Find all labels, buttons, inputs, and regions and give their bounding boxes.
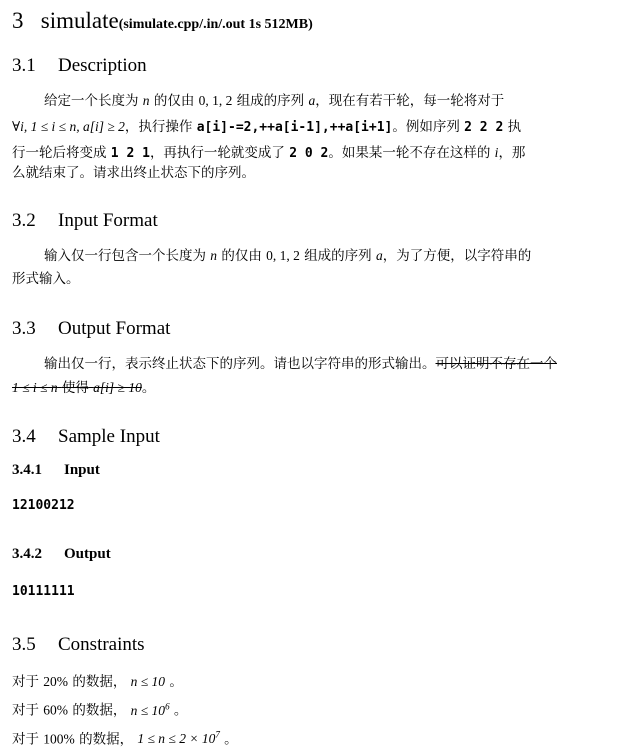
subsection-number: 3.4.1 xyxy=(12,462,64,479)
math-set: 0, 1, 2 xyxy=(266,248,300,263)
constraint-row xyxy=(12,694,238,723)
constraints-list xyxy=(12,670,238,751)
text: ，那 xyxy=(498,145,525,161)
text: ，再执行一轮就变成了 xyxy=(150,145,285,161)
input-format-line-1 xyxy=(44,243,531,269)
math-base: 1 ≤ n ≤ 2 × 10 xyxy=(137,731,215,746)
percent: 100% xyxy=(43,731,75,746)
math-a: a xyxy=(376,248,383,263)
text: 的数据， xyxy=(72,703,126,719)
code-sequence: 2 0 2 xyxy=(289,146,328,161)
math-bound xyxy=(131,703,170,718)
text: 。 xyxy=(174,703,188,719)
text: ，现在有若干轮，每一轮将对于 xyxy=(315,93,504,109)
text: 对于 xyxy=(12,703,39,719)
subsection-input-heading xyxy=(12,462,100,479)
chapter-meta: (simulate.cpp/.in/.out 1s 512MB) xyxy=(119,17,313,32)
text: 形式输入。 xyxy=(12,271,80,287)
struck-text: 可以证明不存在一个 xyxy=(436,356,558,372)
subsection-number: 3.4.2 xyxy=(12,546,64,563)
text: 组成的序列 xyxy=(304,248,372,264)
output-format-line-2 xyxy=(12,375,155,401)
output-format-line-1 xyxy=(44,351,557,377)
section-number: 3.3 xyxy=(12,318,58,340)
text: 组成的序列 xyxy=(237,93,305,109)
code-sequence: 1 2 1 xyxy=(111,146,150,161)
text: 的数据， xyxy=(79,731,133,747)
section-sample-heading xyxy=(12,426,160,448)
text: 对于 xyxy=(12,674,39,690)
constraint-row xyxy=(12,723,238,751)
description-line-1 xyxy=(44,88,504,114)
subsection-title: Input xyxy=(64,462,100,478)
section-output-format-heading xyxy=(12,318,170,340)
text: ，执行操作 xyxy=(125,119,193,135)
text: 。例如序列 xyxy=(392,119,460,135)
section-title: Sample Input xyxy=(58,426,160,447)
math-set: 0, 1, 2 xyxy=(199,93,233,108)
input-format-line-2 xyxy=(12,266,80,292)
math-a: a xyxy=(308,93,315,108)
section-number: 3.4 xyxy=(12,426,58,448)
constraint-row xyxy=(12,670,238,694)
text: 的仅由 xyxy=(221,248,262,264)
math-bound xyxy=(137,731,219,746)
struck-math: a[i] ≥ 10 xyxy=(93,380,142,395)
text: 。 xyxy=(142,380,156,396)
text: 给定一个长度为 xyxy=(44,93,139,109)
description-line-4 xyxy=(12,160,255,186)
text: 。 xyxy=(169,674,183,690)
text: ，为了方便，以字符串的 xyxy=(383,248,532,264)
chapter-number: 3 xyxy=(12,8,24,33)
section-input-format-heading xyxy=(12,210,158,232)
chapter-title: simulate xyxy=(41,8,119,33)
section-number: 3.5 xyxy=(12,634,58,656)
math-exponent: 6 xyxy=(165,701,170,711)
text: 执 xyxy=(508,119,522,135)
code-sequence: 2 2 2 xyxy=(464,120,503,135)
section-title: Input Format xyxy=(58,210,158,231)
text: 的仅由 xyxy=(154,93,195,109)
math-exponent: 7 xyxy=(215,730,220,740)
math-condition: ∀i, 1 ≤ i ≤ n, a[i] ≥ 2 xyxy=(12,119,125,134)
text: 的数据， xyxy=(72,674,126,690)
text: 么就结束了。请求出终止状态下的序列。 xyxy=(12,165,255,181)
code-operation: a[i]-=2,++a[i-1],++a[i+1] xyxy=(197,120,393,135)
text: 。 xyxy=(224,731,238,747)
math-i: i xyxy=(495,145,499,160)
description-line-2 xyxy=(12,114,521,141)
section-title: Constraints xyxy=(58,634,145,655)
section-constraints-heading xyxy=(12,634,145,656)
text: 。如果某一轮不存在这样的 xyxy=(328,145,490,161)
math-n: n xyxy=(143,93,150,108)
sample-output-value: 10111111 xyxy=(12,584,75,599)
percent: 20% xyxy=(43,674,68,689)
math-n: n xyxy=(210,248,217,263)
section-number: 3.1 xyxy=(12,55,58,77)
math-base: n ≤ 10 xyxy=(131,703,165,718)
sample-input-value: 12100212 xyxy=(12,498,75,513)
section-title: Description xyxy=(58,55,147,76)
subsection-title: Output xyxy=(64,546,111,562)
section-number: 3.2 xyxy=(12,210,58,232)
text: 对于 xyxy=(12,731,39,747)
chapter-heading xyxy=(12,8,313,34)
subsection-output-heading xyxy=(12,546,111,563)
struck-math: 1 ≤ i ≤ n xyxy=(12,380,58,395)
text: 输入仅一行包含一个长度为 xyxy=(44,248,206,264)
section-title: Output Format xyxy=(58,318,170,339)
struck-text: 使得 xyxy=(62,380,89,396)
section-description-heading xyxy=(12,55,147,77)
percent: 60% xyxy=(43,703,68,718)
text: 行一轮后将变成 xyxy=(12,145,107,161)
text: 输出仅一行，表示终止状态下的序列。请也以字符串的形式输出。 xyxy=(44,356,436,372)
math-bound: n ≤ 10 xyxy=(131,674,165,689)
